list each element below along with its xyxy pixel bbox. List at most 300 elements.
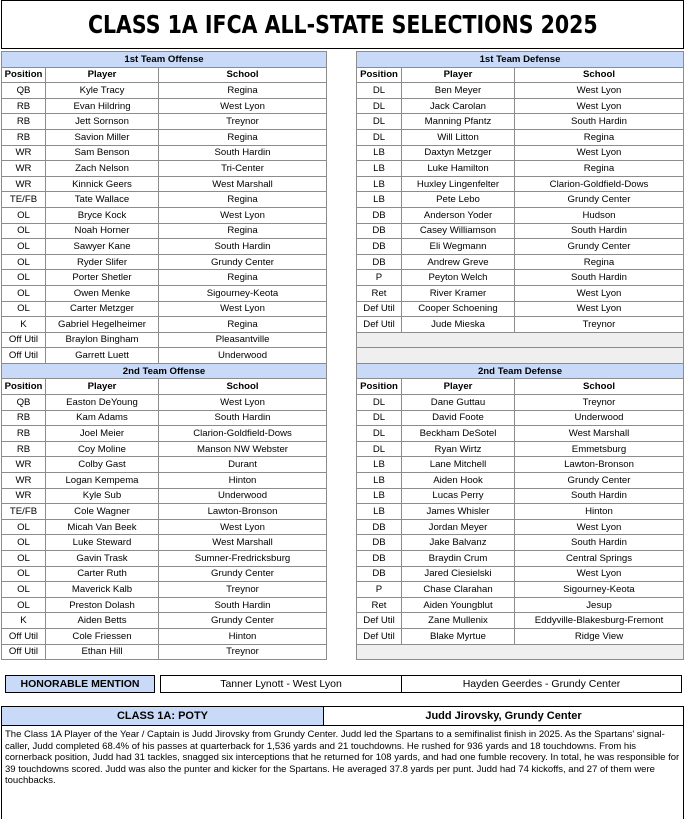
table-row	[357, 176, 684, 192]
player-cell: James Whisler	[402, 504, 515, 520]
school-cell: West Marshall	[159, 535, 327, 551]
position-cell: DB	[357, 239, 402, 255]
position-cell: DL	[357, 83, 402, 99]
honorable-mention-label: HONORABLE MENTION	[5, 675, 155, 693]
table-row	[2, 566, 327, 582]
player-cell: River Kramer	[402, 285, 515, 301]
school-cell: Tri-Center	[159, 161, 327, 177]
poty-section	[1, 706, 684, 819]
position-cell: Def Util	[357, 628, 402, 644]
school-cell: South Hardin	[159, 145, 327, 161]
position-cell: QB	[2, 395, 46, 411]
player-cell: Kyle Sub	[46, 488, 159, 504]
position-cell: Off Util	[2, 332, 46, 348]
position-cell: RB	[2, 441, 46, 457]
table-row	[357, 332, 684, 348]
school-cell: West Lyon	[159, 207, 327, 223]
player-cell: Tate Wallace	[46, 192, 159, 208]
player-cell: Ryan Wirtz	[402, 441, 515, 457]
position-cell: OL	[2, 597, 46, 613]
school-cell: Hinton	[515, 504, 684, 520]
school-cell: Sigourney-Keota	[159, 285, 327, 301]
school-cell: West Marshall	[159, 176, 327, 192]
player-cell: Cooper Schoening	[402, 301, 515, 317]
school-cell: South Hardin	[515, 223, 684, 239]
table-row	[357, 551, 684, 567]
position-cell: OL	[2, 270, 46, 286]
table-row	[357, 317, 684, 333]
empty-cell	[357, 332, 684, 348]
position-cell: Off Util	[2, 628, 46, 644]
player-cell: Zane Mullenix	[402, 613, 515, 629]
table-row	[2, 628, 327, 644]
player-cell: David Foote	[402, 410, 515, 426]
table-row	[2, 332, 327, 348]
table-row	[2, 504, 327, 520]
table-row	[2, 551, 327, 567]
table-row	[357, 426, 684, 442]
table-row	[357, 207, 684, 223]
player-cell: Coy Moline	[46, 441, 159, 457]
school-header: School	[159, 379, 327, 395]
table-row	[2, 207, 327, 223]
school-cell: South Hardin	[515, 488, 684, 504]
table-row	[2, 176, 327, 192]
table-row	[357, 395, 684, 411]
position-cell: Def Util	[357, 613, 402, 629]
position-cell: P	[357, 270, 402, 286]
table-row	[2, 644, 327, 660]
player-cell: Porter Shetler	[46, 270, 159, 286]
school-cell: Central Springs	[515, 551, 684, 567]
school-cell: Ridge View	[515, 628, 684, 644]
player-cell: Peyton Welch	[402, 270, 515, 286]
school-cell: Hinton	[159, 473, 327, 489]
honorable-mention-entry-2: Hayden Geerdes - Grundy Center	[401, 675, 682, 693]
position-cell: OL	[2, 223, 46, 239]
player-cell: Braydin Crum	[402, 551, 515, 567]
position-cell: LB	[357, 176, 402, 192]
school-cell: Regina	[159, 223, 327, 239]
position-cell: DL	[357, 441, 402, 457]
position-header: Position	[357, 67, 402, 83]
school-header: School	[515, 67, 684, 83]
school-cell: West Lyon	[515, 301, 684, 317]
position-cell: RB	[2, 426, 46, 442]
school-cell: Grundy Center	[159, 566, 327, 582]
player-cell: Blake Myrtue	[402, 628, 515, 644]
school-cell: Grundy Center	[515, 192, 684, 208]
position-cell: RB	[2, 98, 46, 114]
school-cell: Underwood	[159, 488, 327, 504]
table-row	[2, 317, 327, 333]
school-cell: Regina	[515, 254, 684, 270]
table-row	[357, 613, 684, 629]
column-header-row	[357, 379, 684, 395]
school-cell: Underwood	[515, 410, 684, 426]
table-row	[357, 114, 684, 130]
table-row	[2, 348, 327, 364]
player-cell: Gavin Trask	[46, 551, 159, 567]
player-cell: Zach Nelson	[46, 161, 159, 177]
player-cell: Daxtyn Metzger	[402, 145, 515, 161]
position-cell: Def Util	[357, 317, 402, 333]
table-row	[357, 582, 684, 598]
school-cell: Treynor	[159, 582, 327, 598]
table-row	[357, 488, 684, 504]
position-cell: DL	[357, 129, 402, 145]
position-cell: QB	[2, 83, 46, 99]
section-title-row	[357, 52, 684, 68]
player-cell: Ben Meyer	[402, 83, 515, 99]
section-title: 1st Team Defense	[357, 52, 684, 68]
school-cell: Grundy Center	[159, 613, 327, 629]
table-row	[2, 441, 327, 457]
column-header-row	[2, 67, 327, 83]
school-cell: West Marshall	[515, 426, 684, 442]
player-cell: Bryce Kock	[46, 207, 159, 223]
school-cell: Jesup	[515, 597, 684, 613]
table-row	[2, 613, 327, 629]
position-cell: DB	[357, 535, 402, 551]
table-row	[357, 98, 684, 114]
school-cell: Grundy Center	[159, 254, 327, 270]
table-row	[357, 129, 684, 145]
table-row	[357, 535, 684, 551]
school-cell: Eddyville-Blakesburg-Fremont	[515, 613, 684, 629]
defense-table	[356, 51, 684, 660]
table-row	[357, 270, 684, 286]
player-cell: Eli Wegmann	[402, 239, 515, 255]
position-cell: WR	[2, 473, 46, 489]
player-cell: Huxley Lingenfelter	[402, 176, 515, 192]
player-cell: Anderson Yoder	[402, 207, 515, 223]
table-row	[357, 504, 684, 520]
player-cell: Cole Wagner	[46, 504, 159, 520]
table-row	[2, 582, 327, 598]
player-cell: Preston Dolash	[46, 597, 159, 613]
player-cell: Savion Miller	[46, 129, 159, 145]
player-cell: Colby Gast	[46, 457, 159, 473]
position-cell: WR	[2, 161, 46, 177]
table-row	[357, 301, 684, 317]
table-row	[2, 83, 327, 99]
player-cell: Noah Horner	[46, 223, 159, 239]
school-cell: West Lyon	[515, 98, 684, 114]
school-cell: South Hardin	[159, 239, 327, 255]
table-row	[2, 426, 327, 442]
table-row	[357, 628, 684, 644]
player-cell: Luke Hamilton	[402, 161, 515, 177]
player-cell: Aiden Youngblut	[402, 597, 515, 613]
column-header-row	[357, 67, 684, 83]
position-cell: OL	[2, 254, 46, 270]
player-cell: Chase Clarahan	[402, 582, 515, 598]
position-cell: WR	[2, 145, 46, 161]
school-cell: Hudson	[515, 207, 684, 223]
player-cell: Lane Mitchell	[402, 457, 515, 473]
school-cell: West Lyon	[515, 285, 684, 301]
school-cell: Treynor	[159, 644, 327, 660]
position-cell: TE/FB	[2, 192, 46, 208]
position-cell: WR	[2, 176, 46, 192]
player-cell: Sawyer Kane	[46, 239, 159, 255]
table-row	[2, 239, 327, 255]
school-cell: Clarion-Goldfield-Dows	[159, 426, 327, 442]
position-cell: DL	[357, 114, 402, 130]
position-cell: LB	[357, 192, 402, 208]
school-cell: Treynor	[515, 317, 684, 333]
position-cell: DB	[357, 223, 402, 239]
position-cell: RB	[2, 114, 46, 130]
player-cell: Pete Lebo	[402, 192, 515, 208]
position-cell: DB	[357, 207, 402, 223]
school-cell: Grundy Center	[515, 473, 684, 489]
school-cell: West Lyon	[159, 301, 327, 317]
table-row	[2, 98, 327, 114]
table-row	[357, 473, 684, 489]
section-title: 2nd Team Offense	[2, 363, 327, 379]
school-cell: Treynor	[159, 114, 327, 130]
school-cell: West Lyon	[515, 519, 684, 535]
table-row	[357, 192, 684, 208]
position-cell: DB	[357, 254, 402, 270]
player-cell: Lucas Perry	[402, 488, 515, 504]
school-cell: Regina	[159, 270, 327, 286]
empty-cell	[357, 644, 684, 660]
player-cell: Jared Ciesielski	[402, 566, 515, 582]
table-row	[2, 270, 327, 286]
player-cell: Jett Sornson	[46, 114, 159, 130]
player-cell: Will Litton	[402, 129, 515, 145]
player-cell: Gabriel Hegelheimer	[46, 317, 159, 333]
player-cell: Jordan Meyer	[402, 519, 515, 535]
table-row	[2, 161, 327, 177]
position-cell: RB	[2, 129, 46, 145]
page-title: CLASS 1A IFCA ALL-STATE SELECTIONS 2025	[87, 10, 598, 39]
section-title-row	[357, 363, 684, 379]
table-row	[2, 597, 327, 613]
school-cell: South Hardin	[515, 535, 684, 551]
school-cell: Pleasantville	[159, 332, 327, 348]
table-row	[357, 83, 684, 99]
position-cell: WR	[2, 457, 46, 473]
position-cell: RB	[2, 410, 46, 426]
position-cell: OL	[2, 285, 46, 301]
position-cell: DL	[357, 98, 402, 114]
position-cell: LB	[357, 145, 402, 161]
player-cell: Kinnick Geers	[46, 176, 159, 192]
player-cell: Andrew Greve	[402, 254, 515, 270]
position-cell: OL	[2, 566, 46, 582]
position-cell: OL	[2, 239, 46, 255]
school-cell: Clarion-Goldfield-Dows	[515, 176, 684, 192]
position-cell: LB	[357, 488, 402, 504]
table-row	[2, 254, 327, 270]
player-header: Player	[46, 67, 159, 83]
page-title-box	[1, 0, 684, 49]
table-row	[357, 254, 684, 270]
position-cell: DB	[357, 566, 402, 582]
table-row	[357, 457, 684, 473]
table-row	[357, 566, 684, 582]
table-row	[357, 223, 684, 239]
school-cell: Regina	[159, 317, 327, 333]
column-header-row	[2, 379, 327, 395]
table-row	[2, 145, 327, 161]
school-header: School	[159, 67, 327, 83]
position-header: Position	[2, 379, 46, 395]
section-title: 1st Team Offense	[2, 52, 327, 68]
player-header: Player	[402, 67, 515, 83]
school-cell: West Lyon	[159, 395, 327, 411]
school-cell: Sigourney-Keota	[515, 582, 684, 598]
table-row	[2, 223, 327, 239]
position-cell: LB	[357, 504, 402, 520]
position-header: Position	[357, 379, 402, 395]
position-cell: DB	[357, 551, 402, 567]
position-cell: DL	[357, 410, 402, 426]
player-cell: Beckham DeSotel	[402, 426, 515, 442]
position-cell: LB	[357, 161, 402, 177]
player-cell: Braylon Bingham	[46, 332, 159, 348]
school-cell: South Hardin	[515, 114, 684, 130]
table-row	[2, 488, 327, 504]
player-cell: Manning Pfantz	[402, 114, 515, 130]
player-cell: Kyle Tracy	[46, 83, 159, 99]
school-cell: Grundy Center	[515, 239, 684, 255]
school-cell: West Lyon	[159, 519, 327, 535]
empty-cell	[357, 348, 684, 364]
position-cell: K	[2, 317, 46, 333]
school-cell: Lawton-Bronson	[515, 457, 684, 473]
table-row	[2, 395, 327, 411]
player-cell: Logan Kempema	[46, 473, 159, 489]
school-cell: South Hardin	[515, 270, 684, 286]
player-cell: Luke Steward	[46, 535, 159, 551]
position-cell: LB	[357, 457, 402, 473]
school-cell: Lawton-Bronson	[159, 504, 327, 520]
table-row	[2, 301, 327, 317]
table-row	[2, 519, 327, 535]
position-cell: Ret	[357, 285, 402, 301]
honorable-mention-row	[0, 674, 684, 693]
player-cell: Jake Balvanz	[402, 535, 515, 551]
table-row	[2, 129, 327, 145]
player-cell: Micah Van Beek	[46, 519, 159, 535]
player-cell: Kam Adams	[46, 410, 159, 426]
player-cell: Carter Metzger	[46, 301, 159, 317]
position-cell: OL	[2, 582, 46, 598]
position-cell: DL	[357, 426, 402, 442]
school-cell: Hinton	[159, 628, 327, 644]
player-cell: Dane Guttau	[402, 395, 515, 411]
position-cell: Ret	[357, 597, 402, 613]
table-row	[2, 192, 327, 208]
player-cell: Aiden Betts	[46, 613, 159, 629]
position-cell: K	[2, 613, 46, 629]
position-cell: TE/FB	[2, 504, 46, 520]
player-cell: Garrett Luett	[46, 348, 159, 364]
player-cell: Aiden Hook	[402, 473, 515, 489]
school-cell: West Lyon	[515, 145, 684, 161]
section-title-row	[2, 363, 327, 379]
school-header: School	[515, 379, 684, 395]
table-row	[2, 114, 327, 130]
player-header: Player	[46, 379, 159, 395]
position-cell: OL	[2, 551, 46, 567]
player-cell: Joel Meier	[46, 426, 159, 442]
position-cell: Off Util	[2, 348, 46, 364]
player-cell: Owen Menke	[46, 285, 159, 301]
position-cell: OL	[2, 301, 46, 317]
player-cell: Maverick Kalb	[46, 582, 159, 598]
player-cell: Jack Carolan	[402, 98, 515, 114]
player-cell: Easton DeYoung	[46, 395, 159, 411]
table-row	[357, 410, 684, 426]
table-row	[2, 535, 327, 551]
position-cell: OL	[2, 207, 46, 223]
table-row	[2, 457, 327, 473]
table-row	[357, 441, 684, 457]
position-cell: WR	[2, 488, 46, 504]
school-cell: Underwood	[159, 348, 327, 364]
table-row	[357, 348, 684, 364]
offense-table	[1, 51, 327, 660]
position-cell: OL	[2, 519, 46, 535]
school-cell: West Lyon	[515, 83, 684, 99]
position-cell: DB	[357, 519, 402, 535]
table-row	[357, 285, 684, 301]
school-cell: South Hardin	[159, 597, 327, 613]
poty-description: The Class 1A Player of the Year / Captain is Judd Jirovsky from Grundy Center. Judd led the Spartans to a semifinalist finish in 2025. As the Spartans' signal-caller, Judd completed 68.4% of his passes at quarterback for 1,536 yards and 21 touchdowns. He rushed for 936 yards and 18 touchdowns. From his cornerback position, Judd had 31 tackles, snagged six interceptions that he returned for 108 yards, and had one fumble recovery. In total, he was responsible for 39 touchdowns scored. Judd was also the punter and kicker for the Spartans. He averaged 37.8 yards per punt. Judd had 74 kickoffs, and 27 of them were touchbacks.	[5, 729, 680, 787]
school-cell: Treynor	[515, 395, 684, 411]
table-row	[357, 145, 684, 161]
school-cell: South Hardin	[159, 410, 327, 426]
table-row	[357, 644, 684, 660]
table-row	[2, 410, 327, 426]
player-cell: Carter Ruth	[46, 566, 159, 582]
table-row	[357, 519, 684, 535]
player-cell: Cole Friessen	[46, 628, 159, 644]
school-cell: West Lyon	[159, 98, 327, 114]
poty-name: Judd Jirovsky, Grundy Center	[425, 710, 582, 722]
school-cell: Regina	[159, 83, 327, 99]
school-cell: West Lyon	[515, 566, 684, 582]
school-cell: Emmetsburg	[515, 441, 684, 457]
school-cell: Manson NW Webster	[159, 441, 327, 457]
table-row	[2, 473, 327, 489]
section-title: 2nd Team Defense	[357, 363, 684, 379]
player-cell: Jude Mieska	[402, 317, 515, 333]
position-cell: P	[357, 582, 402, 598]
player-cell: Casey Williamson	[402, 223, 515, 239]
school-cell: Regina	[515, 161, 684, 177]
player-cell: Ethan Hill	[46, 644, 159, 660]
player-cell: Sam Benson	[46, 145, 159, 161]
poty-label: CLASS 1A: POTY	[2, 707, 324, 725]
school-cell: Sumner-Fredricksburg	[159, 551, 327, 567]
honorable-mention-entry-1: Tanner Lynott - West Lyon	[160, 675, 402, 693]
table-row	[357, 161, 684, 177]
player-cell: Evan Hildring	[46, 98, 159, 114]
player-header: Player	[402, 379, 515, 395]
section-title-row	[2, 52, 327, 68]
table-row	[357, 239, 684, 255]
school-cell: Durant	[159, 457, 327, 473]
school-cell: Regina	[159, 129, 327, 145]
position-cell: Off Util	[2, 644, 46, 660]
